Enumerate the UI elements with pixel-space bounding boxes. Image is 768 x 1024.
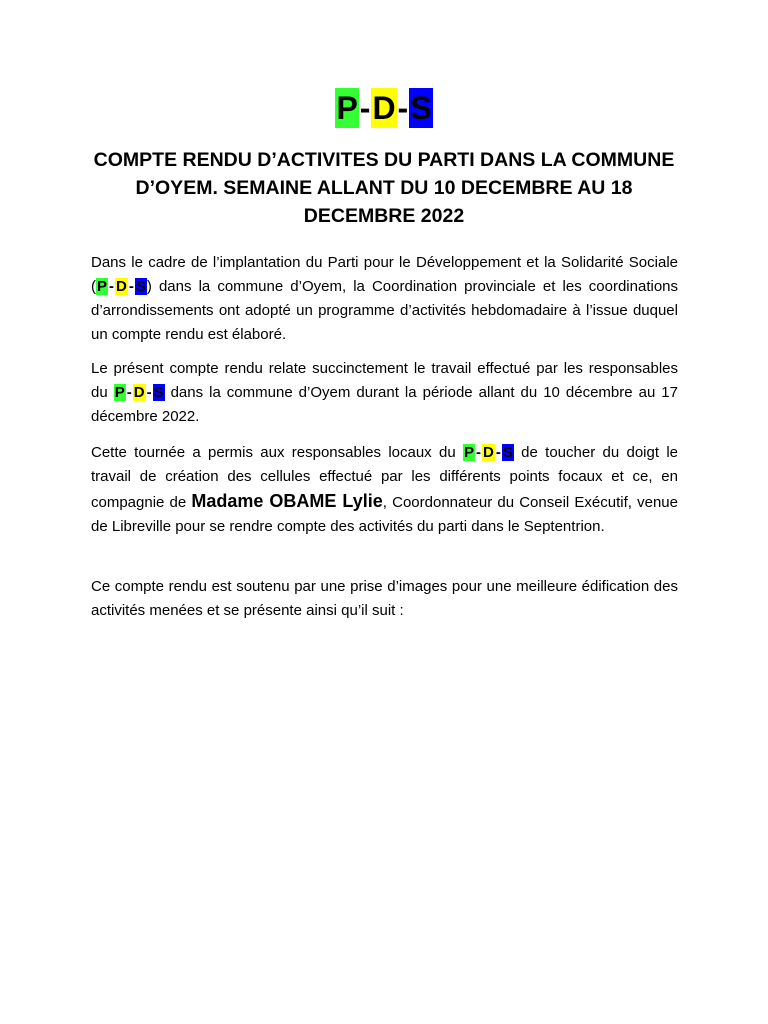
logo-dash-2: - xyxy=(397,90,409,126)
logo-letter-d: D xyxy=(372,90,396,126)
paragraph-2-before: Le présent compte rendu relate succinctement le travail effectué par les responsables du xyxy=(91,360,678,401)
paragraph-1 xyxy=(91,251,678,347)
pds-inline-mark xyxy=(96,278,147,295)
pds-inline-dash-2: - xyxy=(495,444,501,461)
logo-letter-s: S xyxy=(410,90,432,126)
paragraph-4: Ce compte rendu est soutenu par une prise d’images pour une meilleure édification des activités menées et se présente ainsi qu’il suit : xyxy=(91,578,678,619)
paragraph-1-after: ) dans la commune d’Oyem, la Coordination provinciale et les coordinations d’arrondissements ont adopté un programme d’activités hebdomadaire à l’issue duquel un compte rendu est élaboré. xyxy=(91,278,678,343)
pds-inline-d: D xyxy=(116,278,127,295)
paragraph-2-after: dans la commune d’Oyem durant la période allant du 10 décembre au 17 décembre 2022. xyxy=(91,384,678,425)
pds-inline-dash-1: - xyxy=(126,384,132,401)
paragraph-3-middle: de toucher du doigt le travail de création des cellules effectué par les différents points focaux et ce, en compagnie de xyxy=(91,444,678,511)
pds-inline-s: S xyxy=(135,278,146,295)
pds-inline-dash-2: - xyxy=(128,278,134,295)
logo-dash-1: - xyxy=(359,90,371,126)
pds-inline-s: S xyxy=(153,384,164,401)
paragraph-3-after: , Coordonnateur du Conseil Exécutif, venue de Libreville pour se rendre compte des activités du parti dans le Septentrion. xyxy=(91,494,678,535)
pds-inline-p: P xyxy=(114,384,125,401)
pds-inline-d: D xyxy=(133,384,145,401)
logo-letter-p: P xyxy=(336,90,358,126)
paragraph-3-before: Cette tournée a permis aux responsables locaux du xyxy=(91,444,463,461)
person-name: Madame OBAME Lylie xyxy=(191,491,383,511)
document-title: COMPTE RENDU D’ACTIVITES DU PARTI DANS LA COMMUNE D’OYEM. SEMAINE ALLANT DU 10 DECEMBRE AU 18 DECEMBRE 2022 xyxy=(93,149,675,227)
pds-inline-dash-1: - xyxy=(476,444,481,461)
pds-inline-mark xyxy=(463,444,514,461)
pds-inline-dash-2: - xyxy=(146,384,152,401)
paragraph-3 xyxy=(91,441,678,539)
paragraph-1-before: Dans le cadre de l’implantation du Parti pour le Développement et la Solidarité Sociale ( xyxy=(91,254,678,295)
pds-inline-p: P xyxy=(97,278,108,295)
pds-inline-dash-1: - xyxy=(109,278,115,295)
pds-inline-d: D xyxy=(483,444,494,461)
pds-inline-p: P xyxy=(463,444,474,461)
pds-logo xyxy=(0,88,768,128)
pds-inline-s: S xyxy=(502,444,513,461)
paragraph-2 xyxy=(91,357,678,429)
pds-inline-mark xyxy=(114,384,165,401)
